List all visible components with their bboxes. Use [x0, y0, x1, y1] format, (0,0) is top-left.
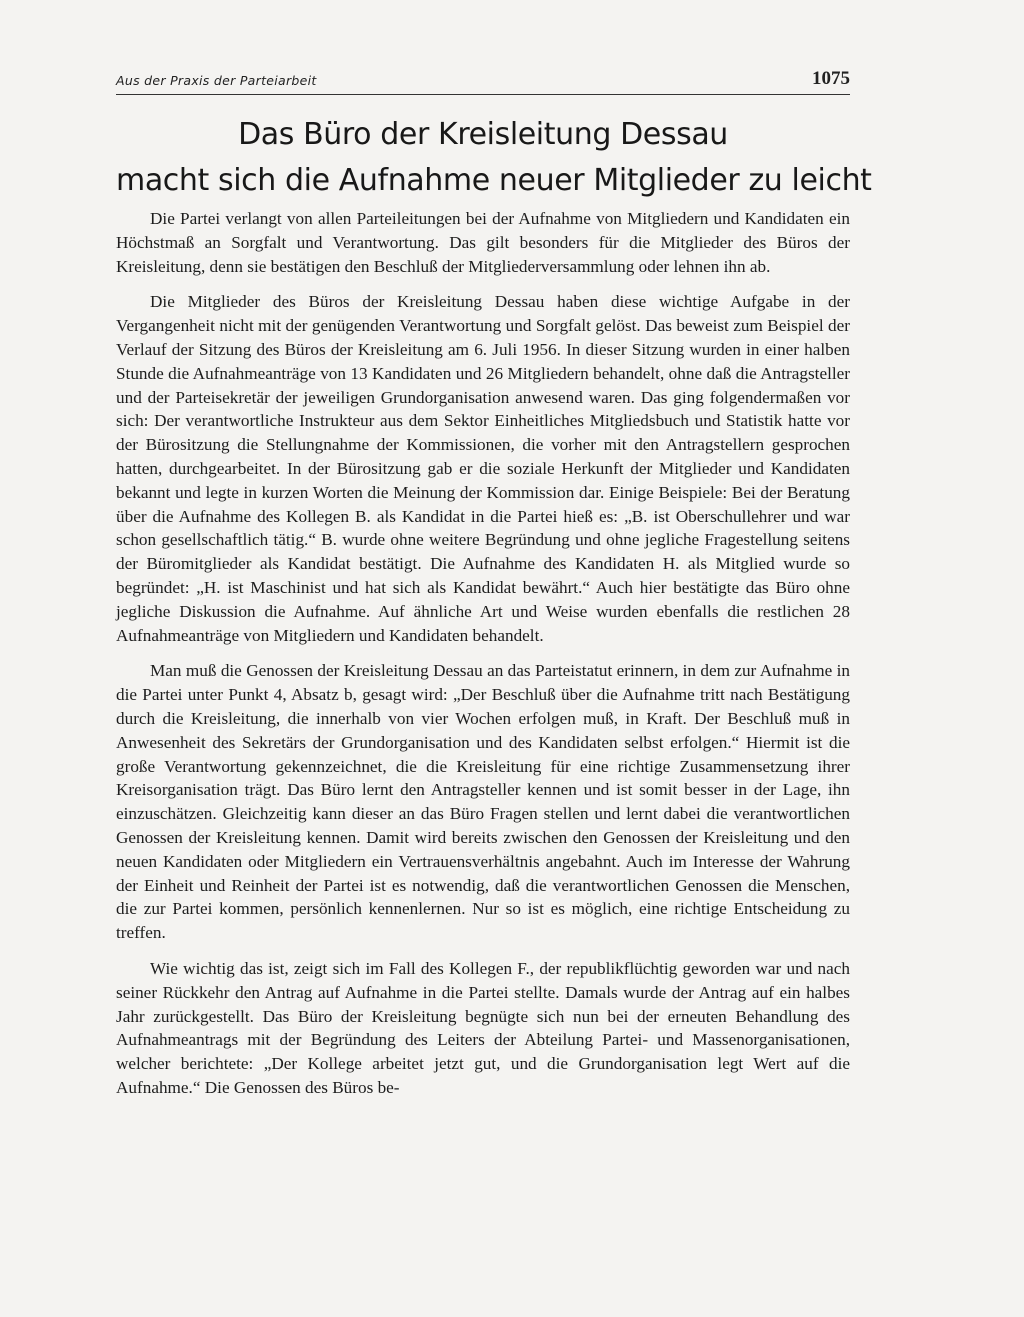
running-header: [116, 70, 850, 95]
article-title-line-2: macht sich die Aufnahme neuer Mitglieder zu leicht: [116, 163, 872, 198]
paragraph-4: Wie wichtig das ist, zeigt sich im Fall des Kollegen F., der republikflüchtig geworden war und nach seiner Rückkehr den Antrag auf Aufnahme in die Partei stellte. Damals wurde der Antrag auf ein halbes Jahr zurückgestellt. Das Büro der Kreisleitung begnügte sich nun bei der erneuten Behandlung des Aufnahmeantrags mit der Begründung des Leiters der Abteilung Partei- und Massenorganisationen, welcher berichtete: „Der Kollege arbeitet jetzt gut, und die Grundorganisation legt Wert auf die Aufnahme.“ Die Genossen des Büros be-: [116, 958, 850, 1097]
article-title: [116, 112, 872, 204]
running-title: Aus der Praxis der Parteiarbeit: [116, 73, 317, 88]
paragraph-2: Die Mitglieder des Büros der Kreisleitung Dessau haben diese wichtige Aufgabe in der Vergangenheit nicht mit der genügenden Verantwortung und Sorgfalt gelöst. Das beweist zum Beispiel der Verlauf der Sitzung des Büros der Kreisleitung am 6. Juli 1956. In dieser Sitzung wurden in einer halben Stunde die Aufnahmeanträge von 13 Kandidaten und 26 Mitgliedern behandelt, ohne daß die Antragsteller und der Parteisekretär der jeweiligen Grundorganisation anwesend waren. Das ging folgendermaßen vor sich: Der verantwortliche Instrukteur aus dem Sektor Einheitliches Mitgliedsbuch und Statistik hatte vor der Bürositzung die Stellungnahme der Kommissionen, die vorher mit den Antragstellern gesprochen hatten, durchgearbeitet. In der Bürositzung gab er die soziale Herkunft der Mitglieder und Kandidaten bekannt und legte in kurzen Worten die Meinung der Kommission dar. Einige Beispiele: Bei der Beratung über die Aufnahme des Kollegen B. als Kandidat in die Partei hieß es: „B. ist Oberschullehrer und war schon gesellschaftlich tätig.“ B. wurde ohne weitere Begründung und ohne jegliche Fragestellung seitens der Büromitglieder als Kandidat bestätigt. Die Aufnahme des Kandidaten H. als Mitglied wurde so begründet: „H. ist Maschinist und hat sich als Kandidat bewährt.“ Auch hier bestätigte das Büro ohne jegliche Diskussion die Aufnahme. Auf ähnliche Art und Weise wurden ebenfalls die restlichen 28 Aufnahmeanträge von Mitgliedern und Kandidaten behandelt.: [116, 292, 850, 645]
paragraph-1: Die Partei verlangt von allen Parteileitungen bei der Aufnahme von Mitgliedern und Kandidaten ein Höchstmaß an Sorgfalt und Verantwortung. Das gilt besonders für die Mitglieder des Büros der Kreisleitung, denn sie bestätigen den Beschluß der Mitgliederversammlung oder lehnen ihn ab.: [116, 209, 850, 276]
paragraph-3: Man muß die Genossen der Kreisleitung Dessau an das Parteistatut erinnern, in dem zur Aufnahme in die Partei unter Punkt 4, Absatz b, gesagt wird: „Der Beschluß über die Aufnahme tritt nach Bestätigung durch die Kreisleitung, die innerhalb von vier Wochen erfolgen muß, in Kraft. Der Beschluß muß in Anwesenheit des Sekretärs der Grundorganisation und des Kandidaten selbst erfolgen.“ Hiermit ist die große Verantwortung gekennzeichnet, die die Kreisleitung für eine richtige Zusammensetzung ihrer Kreisorganisation trägt. Das Büro lernt den Antragsteller kennen und ist somit besser in der Lage, ihn einzuschätzen. Gleichzeitig kann dieser an das Büro Fragen stellen und lernt dabei die verantwortlichen Genossen der Kreisleitung kennen. Damit wird bereits zwischen den Genossen der Kreisleitung und den neuen Kandidaten oder Mitgliedern ein Vertrauensverhältnis angebahnt. Auch im Interesse der Wahrung der Einheit und Reinheit der Partei ist es notwendig, daß die verantwortlichen Genossen die Menschen, die zur Partei kommen, persönlich kennenlernen. Nur so ist es möglich, eine richtige Entscheidung zu treffen.: [116, 661, 850, 943]
page-number: 1075: [812, 68, 850, 89]
article-body: [116, 207, 850, 1112]
article-title-line-1: Das Büro der Kreisleitung Dessau: [238, 117, 728, 152]
